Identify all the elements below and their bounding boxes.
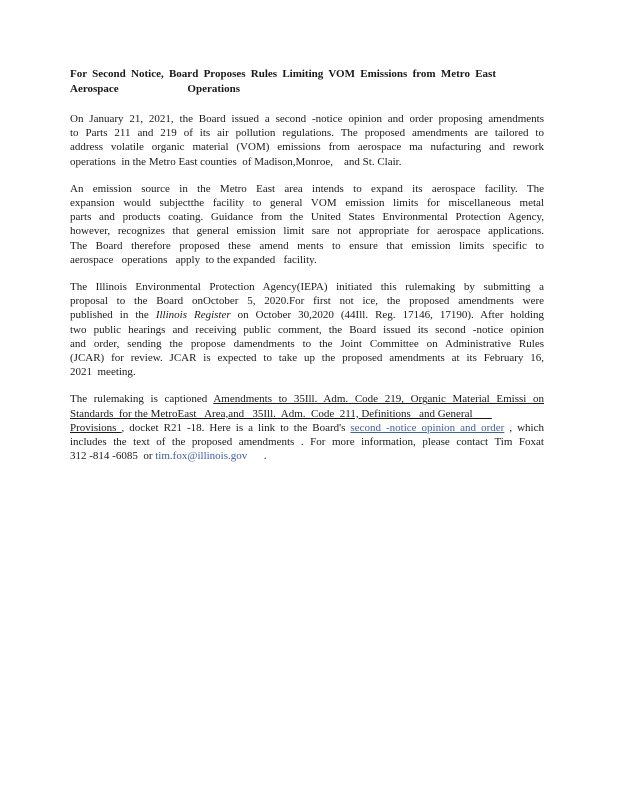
text-line	[70, 323, 544, 337]
text-line	[70, 196, 544, 210]
text-line	[70, 182, 544, 196]
text-line	[70, 112, 544, 126]
text-line	[70, 351, 544, 365]
text-segment: The Illinois Environmental Protection Agency(IEPA) initiated this rulemaking by submitting a	[70, 281, 544, 294]
text-segment: and order, sending the propose damendments to the Joint Committee on Administrative Rules	[70, 337, 544, 350]
text-line	[70, 449, 544, 463]
text-line	[70, 407, 544, 421]
text-segment: Illinois Register	[155, 309, 231, 322]
email-link[interactable]: tim.fox@illinois.gov	[155, 450, 248, 463]
text-segment: 2021 meeting.	[70, 366, 136, 379]
text-line	[70, 82, 496, 97]
text-segment: Standards for the MetroEast Area,and 35Ill. Adm. Code 211, Definitions and General	[70, 407, 492, 420]
text-line	[70, 435, 544, 449]
text-segment: For Second Notice, Board Proposes Rules Limiting VOM Emissions from Metro East	[70, 68, 496, 80]
text-segment: (JCAR) for review. JCAR is expected to take up the proposed amendments at its February 16,	[70, 352, 544, 365]
paragraph	[70, 112, 544, 169]
text-segment: to Parts 211 and 219 of its air pollution regulations. The proposed amendments are tailored to	[70, 127, 544, 140]
text-line	[70, 365, 544, 379]
text-line	[70, 337, 544, 351]
text-line	[70, 210, 544, 224]
document-body	[70, 112, 544, 463]
text-line	[70, 126, 544, 140]
text-segment: Amendments to 35Ill. Adm. Code 219, Organic Material Emissi on	[213, 393, 544, 406]
text-segment: , which	[504, 421, 544, 434]
text-segment: on October 30,2020 (44Ill. Reg. 17146, 17190). After holding	[230, 309, 544, 322]
text-segment: aerospace operations apply to the expanded facility.	[70, 253, 317, 266]
text-segment: On January 21, 2021, the Board issued a second -notice opinion and order proposing amendments	[70, 113, 544, 125]
text-line	[70, 392, 544, 406]
text-segment: Aerospace Operations	[70, 83, 240, 95]
text-segment: parts and products coating. Guidance from the United States Environmental Protection Agency,	[70, 211, 544, 224]
text-line	[70, 294, 544, 308]
text-line	[70, 421, 544, 435]
paragraph	[70, 182, 544, 267]
second-notice-opinion-link[interactable]: second -notice opinion and order	[350, 421, 505, 434]
text-segment: .	[247, 450, 267, 463]
text-segment: expansion would subjectthe facility to general VOM emission limits for miscellaneous metal	[70, 197, 544, 210]
text-line	[70, 280, 544, 294]
text-segment: two public hearings and receiving public comment, the Board issued its second -notice opinion	[70, 323, 544, 336]
paragraph	[70, 392, 544, 463]
text-line	[70, 155, 544, 169]
text-line	[70, 308, 544, 322]
text-segment: , docket R21 -18. Here is a link to the Board's	[121, 421, 351, 434]
text-segment: address volatile organic material (VOM) emissions from aerospace ma nufacturing and rework	[70, 141, 544, 154]
text-segment: The Board therefore proposed these amend ments to ensure that emission limits specific to	[70, 239, 544, 252]
text-line	[70, 253, 544, 267]
text-segment: proposal to the Board onOctober 5, 2020.For first not ice, the proposed amendments were	[70, 295, 544, 308]
text-line	[70, 239, 544, 253]
text-segment: however, recognizes that general emission limit sare not appropriate for aerospace applications.	[70, 225, 544, 238]
text-segment: published in the	[70, 309, 156, 322]
text-line	[70, 140, 544, 154]
text-line	[70, 67, 496, 82]
paragraph	[70, 280, 544, 379]
text-segment: The rulemaking is captioned	[70, 393, 214, 406]
text-segment: Provisions	[70, 421, 122, 434]
text-segment: operations in the Metro East counties of Madison,Monroe, and St. Clair.	[70, 155, 402, 168]
text-segment: includes the text of the proposed amendments . For more information, please contact Tim Foxat	[70, 436, 544, 449]
press-release	[70, 67, 544, 476]
text-segment: An emission source in the Metro East area intends to expand its aerospace facility. The	[70, 182, 544, 195]
text-line	[70, 224, 544, 238]
text-segment: 312 -814 -6085 or	[70, 450, 156, 463]
document-title	[70, 67, 496, 97]
